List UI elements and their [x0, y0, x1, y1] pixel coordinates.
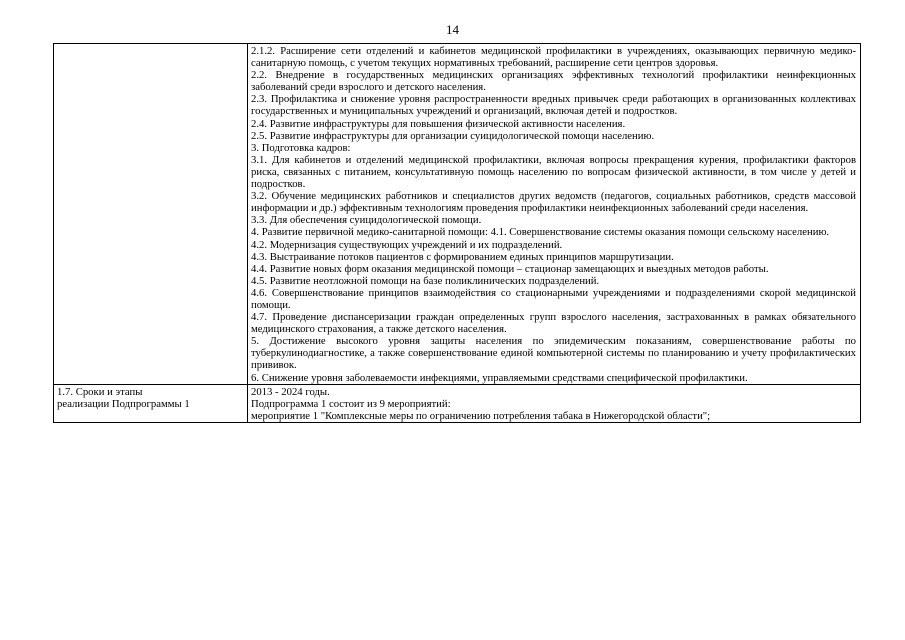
table-row — [54, 44, 861, 385]
list-item: 4. Развитие первичной медико-санитарной помощи: 4.1. Совершенствование системы оказания помощи сельскому населению. — [251, 226, 830, 239]
list-item: 4.3. Выстраивание потоков пациентов с формированием единых принципов маршрутизации. — [251, 250, 674, 263]
list-item: 3.1. Для кабинетов и отделений медицинской профилактики, включая вопросы прекращения курения, профилактики факторов риска, связанных с питанием, консультативную помощь населению по вопросам физической активности, в том числе у детей и подростков. — [251, 153, 856, 191]
list-item: 2.3. Профилактика и снижение уровня распространенности вредных привычек среди работающих в организованных коллективах государственных и муниципальных учреждений и организаций, включая детей и подростков. — [251, 93, 856, 118]
row-content-cell — [248, 384, 861, 422]
row-label-line: реализации Подпрограммы 1 — [57, 397, 190, 410]
list-item: 4.4. Развитие новых форм оказания медицинской помощи – стационар замещающих и выездных методов работы. — [251, 262, 769, 275]
row-label-cell — [54, 44, 248, 385]
page-number: 14 — [446, 22, 459, 37]
list-item: 3.3. Для обеспечения суицидологической помощи. — [251, 214, 482, 227]
row-label-line: 1.7. Сроки и этапы — [57, 385, 143, 398]
list-item: 2.5. Развитие инфраструктуры для организации суицидологической помощи населению. — [251, 129, 655, 142]
list-item: 2.4. Развитие инфраструктуры для повышения физической активности населения. — [251, 117, 626, 130]
list-item: 2.1.2. Расширение сети отделений и кабинетов медицинской профилактики в учреждениях, оказывающих первичную медико-санитарную помощь, с учетом текущих нормативных требований, расширение сети центров здоровья. — [251, 45, 856, 70]
list-item: 3. Подготовка кадров: — [251, 141, 351, 154]
program-table — [53, 43, 861, 423]
list-item: 4.2. Модернизация существующих учреждений и их подразделений. — [251, 238, 563, 251]
list-item: 4.7. Проведение диспансеризации граждан определенных групп взрослого населения, застрахованных в рамках обязательного медицинского страхования, а также детского населения. — [251, 311, 856, 336]
list-item: 6. Снижение уровня заболеваемости инфекциями, управляемыми средствами специфической профилактики. — [251, 371, 748, 384]
list-item: 4.5. Развитие неотложной помощи на базе поликлинических подразделений. — [251, 274, 600, 287]
table-row — [54, 384, 861, 422]
list-item: 4.6. Совершенствование принципов взаимодействия со стационарными учреждениями и подразделениями скорой медицинской помощи. — [251, 286, 856, 311]
row-content-cell — [248, 44, 861, 385]
row-label-cell — [54, 384, 248, 422]
list-item: 2.2. Внедрение в государственных медицинских организациях эффективных технологий профилактики неинфекционных заболеваний среди взрослого и детского населения. — [251, 69, 856, 94]
list-item: 3.2. Обучение медицинских работников и специалистов других ведомств (педагогов, социальных работников, средств массовой информации и др.) эффективным технологиям проведения профилактики неинфекционных заболеваний среди населения. — [251, 190, 856, 215]
list-item: 5. Достижение высокого уровня защиты населения по эпидемическим показаниям, совершенствование работы по туберкулинодиагностике, а также совершенствование единой компьютерной системы по планированию и учету профилактических прививок. — [251, 335, 856, 372]
list-item: 2013 - 2024 годы. — [251, 385, 330, 398]
list-item: Подпрограмма 1 состоит из 9 мероприятий: — [251, 397, 451, 410]
list-item: мероприятие 1 "Комплексные меры по ограничению потребления табака в Нижегородской области"; — [251, 409, 711, 422]
